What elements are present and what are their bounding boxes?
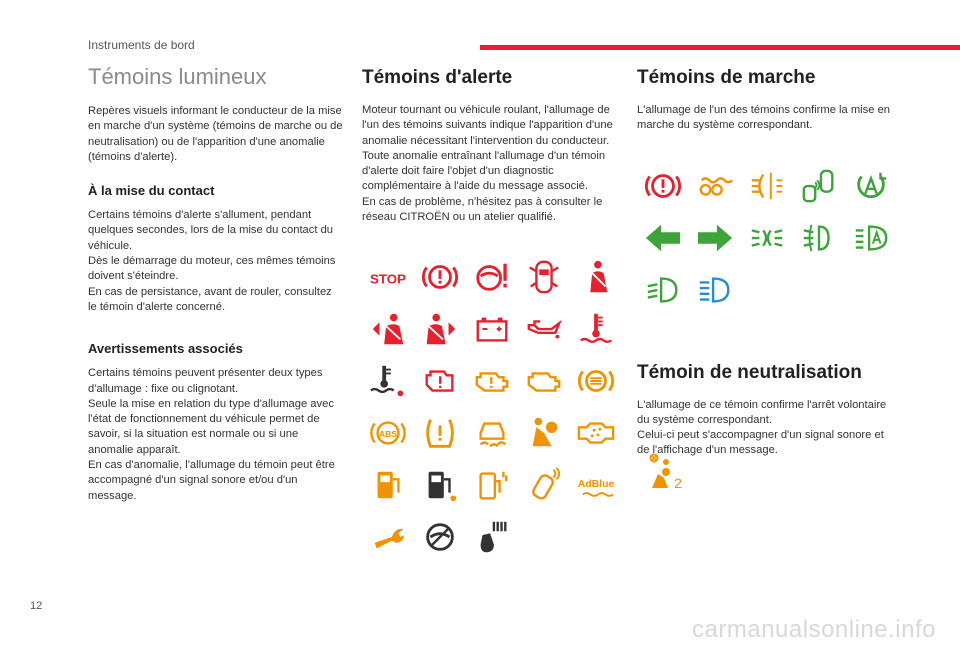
column-alerte	[362, 64, 622, 563]
rear-fog-icon	[741, 160, 793, 212]
header-rule	[480, 45, 960, 50]
page-number: 12	[30, 600, 43, 612]
alerte-text-1: Moteur tournant ou véhicule roulant, l'allumage de l'un des témoins suivants indique l'apparition d'une anomalie nécessitant l'intervention du conducteur.	[362, 104, 613, 147]
abs-icon	[362, 407, 414, 459]
engine-alt-icon	[466, 355, 518, 407]
stop-icon	[362, 251, 414, 303]
wrench-icon	[362, 511, 414, 563]
contact-text-3: En cas de persistance, avant de rouler, consultez le témoin d'alerte concerné.	[88, 285, 332, 313]
alerte-text-3: En cas de problème, n'hésitez pas à consulter le réseau CITROËN ou un atelier qualifié.	[362, 195, 603, 224]
brake-icon	[414, 251, 466, 303]
abs-icon-label: ABS	[378, 429, 398, 440]
neutral-text-2: Celui-ci peut s'accompagner d'un signal sonore et de l'affichage d'un message.	[637, 429, 884, 457]
battery-icon	[466, 303, 518, 355]
heading-mise-contact: À la mise du contact	[88, 183, 215, 199]
alert-icon-grid	[362, 251, 622, 563]
fuel-alert-icon	[414, 459, 466, 511]
marche-text: L'allumage de l'un des témoins confirme la mise en marche du système correspondant.	[637, 104, 891, 132]
turn-right-icon	[689, 212, 741, 264]
avert-text-1: Certains témoins peuvent présenter deux types d'allumage : fixe ou clignotant.	[88, 367, 323, 395]
avert-text-3: En cas d'anomalie, l'allumage du témoin peut être accompagné d'un signal sonore et/ou d'un message.	[88, 459, 335, 502]
particle-filter-icon	[570, 407, 622, 459]
oil-icon	[518, 303, 570, 355]
section-title: Instruments de bord	[88, 38, 195, 52]
heading-avertissements: Avertissements associés	[88, 341, 243, 357]
contact-text-1: Certains témoins d'alerte s'allument, pendant quelques secondes, lors de la mise du contact du véhicule.	[88, 209, 334, 252]
door-open-icon	[518, 251, 570, 303]
steering-icon	[466, 251, 518, 303]
main-beam-icon	[689, 264, 741, 316]
column-marche	[637, 64, 897, 459]
seatbelt-icon	[570, 251, 622, 303]
airbag-off-icon	[644, 452, 684, 492]
avert-text-2: Seule la mise en relation du type d'allumage avec l'état de fonctionnement du véhicule permet de savoir, si la situation est normale ou si une anomalie apparaît.	[88, 397, 334, 456]
side-lights-icon	[741, 212, 793, 264]
adblue-icon	[570, 459, 622, 511]
front-fog-icon	[793, 212, 845, 264]
title-temoins-lumineux: Témoins lumineux	[88, 64, 267, 89]
fuel-low-icon	[362, 459, 414, 511]
watermark: carmanualsonline.info	[692, 616, 936, 643]
stop-start-icon	[845, 160, 897, 212]
esp-icon	[466, 407, 518, 459]
key-remote-icon	[518, 459, 570, 511]
run-icon-grid	[637, 160, 897, 316]
engine-icon	[414, 355, 466, 407]
airbag-icon	[518, 407, 570, 459]
tyre-pressure-icon	[414, 407, 466, 459]
contact-text-2: Dès le démarrage du moteur, ces mêmes témoins doivent s'éteindre.	[88, 255, 336, 283]
title-temoin-neutralisation: Témoin de neutralisation	[637, 361, 862, 383]
adblue-icon-label: AdBlue	[577, 479, 615, 491]
fuel-diesel-icon	[466, 459, 518, 511]
seatbelt-rear-right-icon	[414, 303, 466, 355]
foot-brake-icon	[466, 511, 518, 563]
brake-pads-icon	[570, 355, 622, 407]
coolant-temp-icon	[570, 303, 622, 355]
preheat-icon	[689, 160, 741, 212]
intro-text: Repères visuels informant le conducteur de la mise en marche d'un système (témoins de marche ou de neutralisation) ou de l'apparition d'une anomalie (témoins d'alerte).	[88, 105, 343, 163]
neutral-text-1: L'allumage de ce témoin confirme l'arrêt volontaire du système correspondant.	[637, 398, 887, 426]
airbag-off-digit: 2	[674, 475, 682, 491]
dipped-beam-icon	[637, 264, 689, 316]
auto-lights-icon	[845, 212, 897, 264]
turn-left-icon	[637, 212, 689, 264]
parking-brake-icon	[637, 160, 689, 212]
engine-outline-icon	[518, 355, 570, 407]
stop-icon-label: STOP	[370, 272, 406, 288]
alerte-text-2: Toute anomalie entraînant l'allumage d'un témoin d'alerte doit faire l'objet d'un diagnostic complémentaire à l'aide du message associé.	[362, 149, 606, 193]
proximity-key-icon	[793, 160, 845, 212]
column-intro	[88, 64, 343, 504]
title-temoins-alerte: Témoins d'alerte	[362, 67, 513, 88]
seatbelt-rear-left-icon	[362, 303, 414, 355]
title-temoins-marche: Témoins de marche	[637, 67, 816, 88]
coolant-max-icon	[362, 355, 414, 407]
steering-lock-icon	[414, 511, 466, 563]
